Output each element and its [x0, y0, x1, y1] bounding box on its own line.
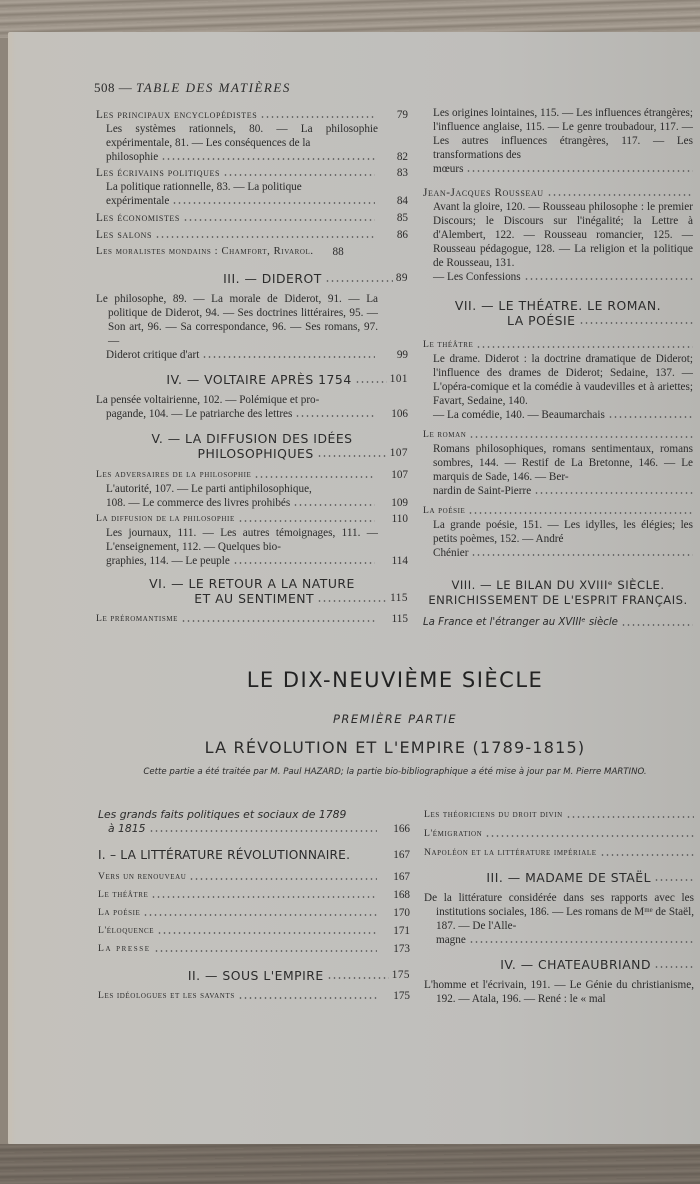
toc-entry-roman	[423, 428, 693, 442]
chapter-title: II. — SOUS L'EMPIRE	[187, 968, 324, 983]
grands-faits-line1: Les grands faits politiques et sociaux de 1789	[98, 808, 347, 821]
entry-subtopics: Les systèmes rationnels, 80. — La philosophie expérimentale, 81. — Les conséquences de la	[106, 123, 378, 149]
dot-leader	[621, 617, 693, 627]
chapter-title-line1: VI. — LE RETOUR A LA NATURE	[149, 576, 355, 591]
chapter-page: 115	[390, 592, 408, 604]
dot-leader	[327, 970, 389, 980]
dot-leader	[654, 872, 694, 882]
chapter-title: I. – LA LITTÉRATURE RÉVOLUTIONNAIRE.	[98, 848, 351, 862]
dot-leader	[189, 871, 377, 881]
entry-page: 114	[391, 555, 408, 567]
entry-subtopics: L'autorité, 107. — Le parti antiphilosophique,	[106, 483, 312, 495]
toc-entry	[98, 906, 410, 920]
entry-subtopics-last	[423, 408, 693, 422]
chapter-summary: La pensée voltairienne, 102. — Polémique et pro-	[96, 394, 320, 406]
chapter-heading-retour	[96, 576, 408, 606]
page-number: 508	[94, 80, 115, 95]
chapter-heading-diffusion	[96, 431, 408, 461]
dot-leader	[654, 959, 694, 969]
chapter-summary-last	[424, 933, 694, 947]
entry-page: 83	[396, 167, 408, 179]
entry-text: magne	[436, 934, 466, 946]
chapter-title-line2: ET AU SENTIMENT	[194, 591, 315, 606]
entry-label: Les théoriciens du droit divin	[424, 809, 563, 820]
chapter-heading-chateaubriand	[424, 957, 694, 972]
chapter-heading-diderot	[96, 271, 408, 286]
entry-label: Les adversaires de la philosophie	[96, 469, 252, 480]
toc-entry-ideologues	[98, 989, 410, 1003]
chapter-title-line2: PHILOSOPHIQUES	[197, 446, 314, 461]
dot-leader	[566, 809, 694, 819]
chapter-heading-bilan	[423, 578, 693, 608]
entry-page: 86	[396, 229, 408, 241]
chapter-title-row	[96, 591, 408, 606]
entry-label: Napoléon et la littérature impériale	[424, 847, 597, 858]
dot-leader	[154, 943, 377, 953]
entry-text: Chénier	[433, 547, 469, 559]
entry-text: à 1815	[108, 822, 146, 835]
chapter-title-row	[423, 313, 693, 328]
entry-page: 168	[393, 889, 410, 901]
entry-subtopics: Les journaux, 111. — Les autres témoignages, 111. — L'enseignement, 112. — Quelques bio-	[106, 527, 378, 553]
wooden-table-bottom	[0, 1144, 700, 1184]
chapter-title-line1: VIII. — LE BILAN DU XVIIIᵉ SIÈCLE.	[451, 578, 665, 592]
dot-leader	[202, 349, 375, 359]
dot-leader	[254, 469, 375, 479]
toc-entry-france-etranger	[423, 616, 693, 630]
chapter-heading-theatre-roman-poesie	[423, 298, 693, 328]
chapter-heading-stael	[424, 870, 694, 885]
entry-text: — Les Confessions	[433, 271, 521, 283]
lower-left-column	[98, 808, 410, 1003]
chapter-heading-empire	[98, 968, 410, 983]
entry-text: expérimentale	[106, 195, 170, 207]
entry-subtopics-last	[423, 270, 693, 284]
entry-label: L'émigration	[424, 828, 483, 839]
entry-text: nardin de Saint-Pierre	[433, 485, 532, 497]
chapter-heading-voltaire	[96, 372, 408, 387]
entry-page: 166	[393, 823, 410, 835]
entry-page: 171	[393, 925, 410, 937]
running-head-title: TABLE DES MATIÈRES	[136, 80, 291, 95]
dot-leader	[295, 408, 375, 418]
entry-label: Les salons	[96, 229, 153, 241]
entry-text: — La comédie, 140. — Beaumarchais	[433, 409, 605, 421]
dot-leader	[608, 409, 693, 419]
entry-subtopics: Avant la gloire, 120. — Rousseau philosophe : le premier Discours; le Discours sur l'inégalité; la Lettre à d'Alembert, 122. — Rousseau romancier, 125. — Rousseau pédagogue, 128. — La religion et la politique de Rousseau, 131.	[433, 201, 693, 269]
chapter-title-line1: V. — LA DIFFUSION DES IDÉES	[151, 431, 353, 446]
section-title: LE DIX-NEUVIÈME SIÈCLE	[246, 668, 544, 692]
chapter-page: 89	[395, 272, 408, 284]
running-head-dash: —	[118, 80, 133, 95]
dot-leader	[143, 907, 377, 917]
entry-subtopics-last	[96, 496, 408, 510]
entry-subtopics-last	[96, 554, 408, 568]
entry-subtopics: Romans philosophiques, romans sentimentaux, romans sombres, 144. — Restif de La Bretonne, 146. — Le marquis de Sade, 146. — Ber-	[433, 443, 693, 483]
chapter-summary: L'homme et l'écrivain, 191. — Le Génie du christianisme, 192. — Atala, 196. — René : le « mal	[424, 979, 694, 1005]
toc-entry	[424, 827, 694, 841]
entry-label: La presse	[98, 943, 151, 954]
dot-leader	[233, 555, 375, 565]
entry-text: 108. — Le commerce des livres prohibés	[106, 497, 291, 509]
entry-subtopics-last	[423, 162, 693, 176]
chapter-summary-last	[96, 407, 408, 421]
dot-leader	[485, 828, 694, 838]
running-head	[94, 80, 291, 96]
toc-entry-preromantisme	[96, 612, 408, 626]
dot-leader	[476, 339, 693, 349]
dot-leader	[471, 547, 693, 557]
entry-subtopics-last	[96, 194, 408, 208]
dot-leader	[317, 448, 387, 458]
chapter-page: 107	[389, 447, 408, 459]
dot-leader	[183, 212, 375, 222]
dot-leader	[524, 271, 693, 281]
lower-right-column	[424, 808, 694, 1009]
toc-entry-diffusion-philosophie	[96, 512, 408, 526]
dot-leader	[293, 497, 375, 507]
dot-leader	[155, 229, 375, 239]
entry-subtopics-last	[96, 150, 408, 164]
entry-page: 115	[391, 613, 408, 625]
dot-leader	[317, 593, 387, 603]
chapter-page: 167	[393, 849, 410, 861]
dot-leader	[355, 374, 387, 384]
chapter-title-line2: ENRICHISSEMENT DE L'ESPRIT FRANÇAIS.	[428, 593, 688, 607]
dot-leader	[157, 925, 377, 935]
entry-label: Les principaux encyclopédistes	[96, 109, 258, 121]
entry-subtopics-last	[423, 546, 693, 560]
entry-subtopics-origines: Les origines lointaines, 115. — Les influences étrangères; l'influence anglaise, 115. — Le genre troubadour, 117. — Les autres influences étrangères, 117. — Les transformations des	[433, 107, 693, 161]
period-title: LA RÉVOLUTION ET L'EMPIRE (1789-1815)	[204, 738, 586, 757]
entry-page: 175	[393, 990, 410, 1002]
entry-subtopics-last	[423, 484, 693, 498]
entry-label: L'éloquence	[98, 925, 155, 936]
entry-label: Le roman	[423, 429, 467, 440]
dot-leader	[534, 485, 693, 495]
entry-label: Vers un renouveau	[98, 871, 187, 882]
chapter-title: IV. — VOLTAIRE APRÈS 1754	[166, 372, 352, 387]
chapter-title-line1: VII. — LE THÉATRE. LE ROMAN.	[454, 298, 662, 313]
left-column	[96, 108, 408, 626]
entry-label: Le théâtre	[423, 339, 474, 350]
entry-label: La poésie	[423, 505, 466, 516]
entry-page: 79	[396, 109, 408, 121]
entry-page: 106	[391, 408, 408, 420]
dot-leader	[181, 613, 375, 623]
entry-page: 84	[396, 195, 408, 207]
dot-leader	[547, 187, 693, 197]
entry-page: 88	[332, 246, 344, 258]
toc-entry	[424, 846, 694, 860]
dot-leader	[469, 934, 694, 944]
toc-entry	[424, 808, 694, 822]
toc-entry	[98, 888, 410, 902]
toc-entry	[98, 924, 410, 938]
dot-leader	[161, 151, 375, 161]
entry-text: pagande, 104. — Le patriarche des lettres	[106, 408, 293, 420]
entry-subtopics: La politique rationnelle, 83. — La politique	[106, 181, 302, 193]
dot-leader	[151, 889, 377, 899]
entry-label: Les économistes	[96, 212, 180, 224]
dot-leader	[172, 195, 375, 205]
entry-page: 110	[391, 513, 408, 525]
toc-entry-economistes	[96, 211, 408, 225]
chapter-heading-revolutionnaire	[98, 848, 410, 862]
entry-text: philosophie	[106, 151, 159, 163]
toc-entry-adversaires	[96, 468, 408, 482]
dot-leader	[469, 429, 693, 439]
entry-label: Le théâtre	[98, 889, 149, 900]
toc-entry-theatre	[423, 338, 693, 352]
entry-page: 167	[393, 871, 410, 883]
toc-entry-grands-faits	[98, 822, 410, 836]
toc-entry	[98, 942, 410, 956]
dot-leader	[223, 167, 375, 177]
chapter-summary: Le philosophe, 89. — La morale de Diderot, 91. — La politique de Diderot, 94. — Ses doctrines littéraires, 95. — Son art, 96. — Sa correspondance, 96. — Ses romans, 97. —	[96, 293, 378, 347]
entry-page: 109	[391, 497, 408, 509]
chapter-summary-last	[96, 348, 408, 362]
toc-entry-salons	[96, 228, 408, 242]
entry-page: 107	[391, 469, 408, 481]
chapter-title-line2: LA POÉSIE	[507, 313, 576, 328]
entry-page: 99	[396, 349, 408, 361]
dot-leader	[468, 505, 693, 515]
entry-label: Les écrivains politiques	[96, 167, 221, 179]
dot-leader	[600, 847, 694, 857]
toc-entry-moralistes	[96, 245, 408, 259]
revolution-items	[98, 870, 410, 956]
chapter-title: III. — DIDEROT	[223, 271, 322, 286]
entry-label: La poésie	[98, 907, 141, 918]
toc-entry-ecrivains-politiques	[96, 166, 408, 180]
chapter-summary: De la littérature considérée dans ses rapports avec les institutions sociales, 186. — Les romans de Mᵐᵉ de Staël, 187. — De l'Alle-	[424, 892, 694, 932]
entry-subtopics: La grande poésie, 151. — Les idylles, les élégies; les petits poèmes, 152. — André	[433, 519, 693, 545]
entry-label: Les moralistes mondains : Chamfort, Rivarol.	[96, 246, 314, 257]
toc-entry-poesie	[423, 504, 693, 518]
dot-leader	[238, 990, 377, 1000]
chapter-title-row	[96, 446, 408, 461]
entry-page: 170	[393, 907, 410, 919]
entry-page: 82	[396, 151, 408, 163]
dot-leader	[579, 315, 693, 325]
dot-leader	[149, 823, 377, 833]
entry-label: Les idéologues et les savants	[98, 990, 235, 1001]
toc-entry	[98, 870, 410, 884]
authorship-credit: Cette partie a été traitée par M. Paul HAZARD; la partie bio-bibliographique a été mise à jour par M. Pierre MARTINO.	[143, 767, 647, 777]
entry-text: graphies, 114. — Le peuple	[106, 555, 230, 567]
chapter-page: 175	[391, 969, 410, 981]
entry-page: 85	[396, 212, 408, 224]
chapter-page: 101	[389, 373, 408, 385]
entry-text: mœurs	[433, 163, 464, 175]
dot-leader	[238, 513, 375, 523]
entry-page: 173	[393, 943, 410, 955]
dot-leader	[325, 273, 393, 283]
entry-text: Diderot critique d'art	[106, 349, 200, 361]
entry-label: Le préromantisme	[96, 613, 179, 624]
right-column	[423, 106, 693, 630]
entry-subtopics: Le drame. Diderot : la doctrine dramatique de Diderot; l'influence des drames de Diderot; Sedaine, 137. — L'opéra-comique et la comédie à vaudevilles et à ariettes; Favart, Sedaine, 140.	[433, 353, 693, 407]
toc-entry-encyclopedistes	[96, 108, 408, 122]
chapter-title: III. — MADAME DE STAËL	[486, 870, 651, 885]
chapter-title: IV. — CHATEAUBRIAND	[500, 957, 651, 972]
dot-leader	[260, 109, 375, 119]
part-title: PREMIÈRE PARTIE	[332, 712, 458, 726]
entry-label: La diffusion de la philosophie	[96, 513, 235, 524]
dot-leader	[466, 163, 693, 173]
toc-entry-rousseau	[423, 186, 693, 200]
entry-label: Jean-Jacques Rousseau	[423, 187, 544, 199]
entry-label: La France et l'étranger au XVIIIᵉ siècle	[423, 617, 618, 628]
